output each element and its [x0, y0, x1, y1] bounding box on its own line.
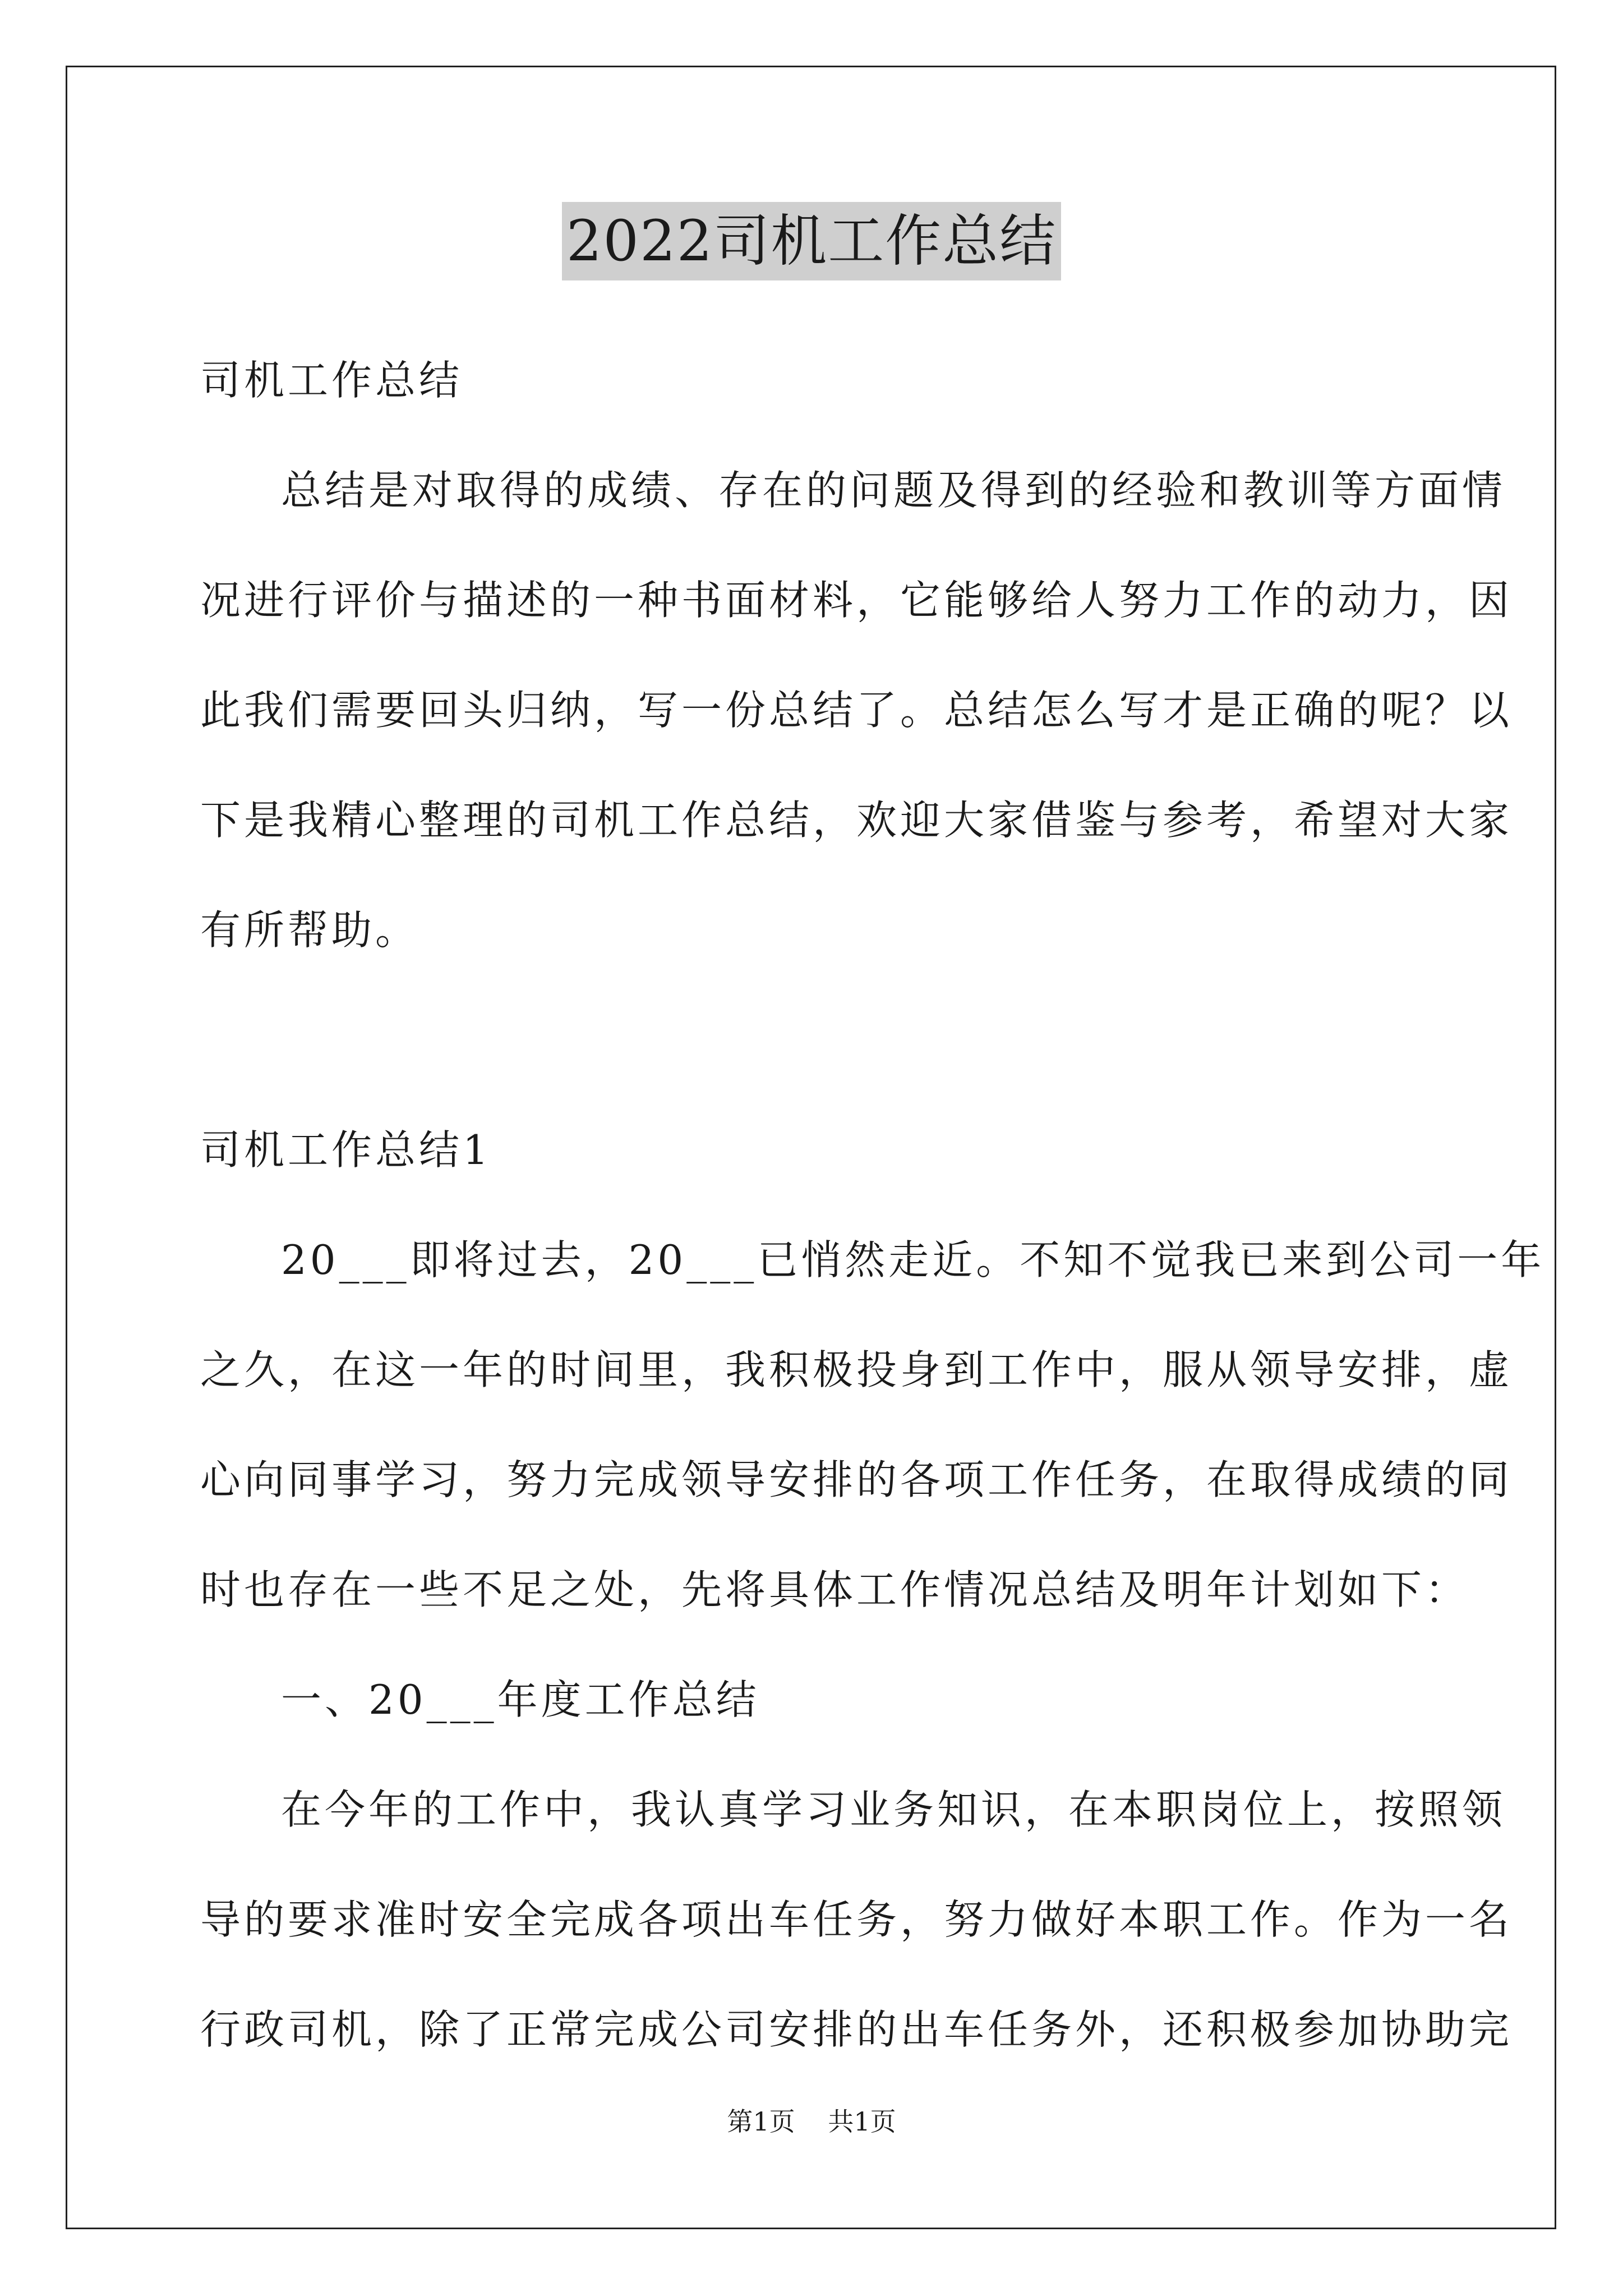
body-line: 下是我精心整理的司机工作总结，欢迎大家借鉴与参考，希望对大家: [200, 797, 1513, 844]
body-line: 在今年的工作中，我认真学习业务知识，在本职岗位上，按照领: [281, 1786, 1506, 1833]
document-body: [200, 342, 1545, 2101]
body-line: 况进行评价与描述的一种书面材料，它能够给人努力工作的动力，因: [200, 577, 1513, 624]
page-number-total: 共1页: [828, 2106, 896, 2137]
body-line: 时也存在一些不足之处，先将具体工作情况总结及明年计划如下：: [200, 1566, 1469, 1613]
body-line: 心向同事学习，努力完成领导安排的各项工作任务，在取得成绩的同: [200, 1456, 1513, 1503]
body-line: 行政司机，除了正常完成公司安排的出车任务外，还积极参加协助完: [200, 2006, 1513, 2053]
body-line: 有所帮助。: [200, 907, 419, 954]
body-line: 此我们需要回头归纳，写一份总结了。总结怎么写才是正确的呢？以: [200, 687, 1513, 734]
body-line: 总结是对取得的成绩、存在的问题及得到的经验和教训等方面情: [281, 467, 1506, 514]
page-number-current: 第1页: [727, 2106, 795, 2137]
body-line: 司机工作总结: [200, 357, 463, 404]
section-heading: 司机工作总结1: [200, 1126, 492, 1174]
body-line: 之久，在这一年的时间里，我积极投身到工作中，服从领导安排，虚: [200, 1346, 1513, 1393]
body-line: 导的要求准时安全完成各项出车任务，努力做好本职工作。作为一名: [200, 1896, 1513, 1943]
title-wrap: [0, 202, 1623, 280]
subsection-heading: 一、20___年度工作总结: [281, 1676, 760, 1723]
page-footer: [0, 2105, 1623, 2138]
body-line: 20___即将过去，20___已悄然走近。不知不觉我已来到公司一年: [281, 1236, 1545, 1283]
blank-line: [200, 1002, 1428, 1112]
document-title: 2022司机工作总结: [562, 202, 1062, 280]
